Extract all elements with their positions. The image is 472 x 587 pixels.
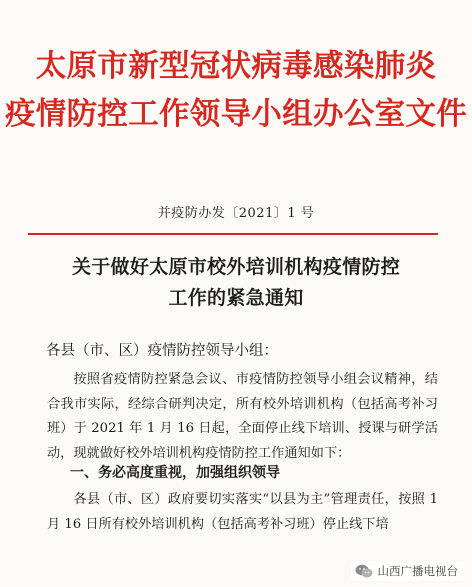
section-heading-1: 一、务必高度重视，加强组织领导: [70, 465, 280, 481]
notice-title: [0, 252, 472, 314]
header-line-1: 太原市新型冠状病毒感染肺炎: [35, 48, 437, 84]
body-paragraph-2: 各县（市、区）政府要切实落实“以县为主”管理责任，按照 1 月 16 日所有校外培训机构（包括高考补习班）停止线下培: [47, 492, 438, 532]
body-paragraph-1: 按照省疫情防控紧急会议、市疫情防控领导小组会议精神，结合我市实际，经综合研判决定，所有校外培训机构（包括高考补习班）于 2021 年 1 月 16 日起，全面停止线下培训、授课与研学活动，现就做好校外培训机构疫情防控工作通知如下：: [47, 372, 438, 461]
body-paragraph-2-container: [47, 488, 438, 537]
document-number: 并疫防办发〔2021〕1 号: [157, 206, 315, 221]
notice-title-line-1: 关于做好太原市校外培训机构疫情防控: [71, 256, 401, 278]
source-watermark: [351, 561, 465, 581]
red-divider: [28, 233, 438, 235]
notice-title-line-2: 工作的紧急通知: [168, 287, 304, 309]
body-paragraph-1-container: [47, 368, 438, 466]
document-header: [0, 42, 472, 138]
watermark-text: 山西广播电视台: [377, 564, 458, 578]
wechat-icon: [355, 564, 373, 579]
header-line-2: 疫情防控工作领导小组办公室文件: [5, 96, 467, 132]
salutation: 各县（市、区）疫情防控领导小组：: [46, 343, 278, 359]
